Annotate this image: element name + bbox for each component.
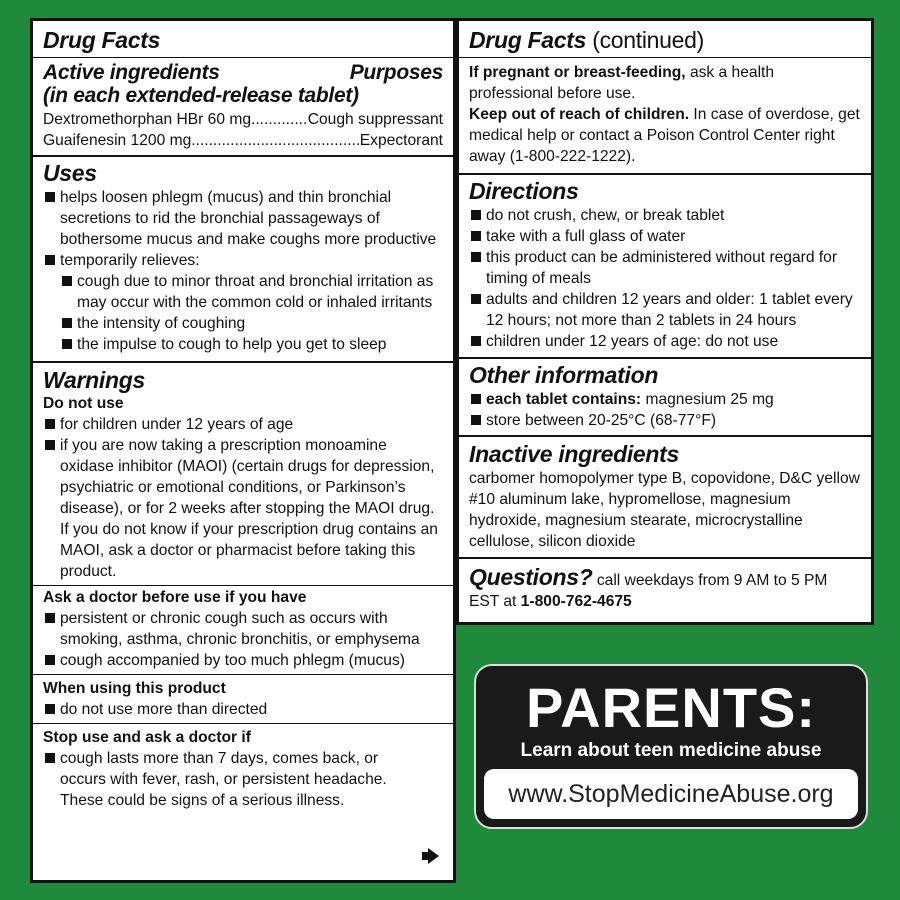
divider xyxy=(33,57,453,58)
list-item: the impulse to cough to help you get to sleep xyxy=(60,334,443,355)
active-ingredients-subtitle: (in each extended-release tablet) xyxy=(43,84,359,107)
inactive-ingredients-text: carbomer homopolymer type B, copovidone, D&C yellow #10 aluminum lake, hypromellose, magnesium hydroxide, magnesium stearate, microcrystalline cellulose, silicon dioxide xyxy=(469,470,860,550)
list-item: temporarily relieves: xyxy=(43,250,443,271)
website-url: www.StopMedicineAbuse.org xyxy=(484,769,858,819)
list-item: this product can be administered without regard for timing of meals xyxy=(469,247,861,289)
keep-out-of-reach: Keep out of reach of children. In case of overdose, get medical help or contact a Poison Control Center right away (1-800-222-1222). xyxy=(469,106,860,165)
uses-section xyxy=(33,157,453,363)
inactive-ingredients-heading: Inactive ingredients xyxy=(469,441,680,467)
other-information-section xyxy=(459,359,871,437)
questions-text: Questions? call weekdays from 9 AM to 5 PM EST at 1-800-762-4675 xyxy=(469,564,828,610)
list-item: persistent or chronic cough such as occurs with smoking, asthma, chronic bronchitis, or emphysema xyxy=(43,608,443,650)
divider xyxy=(459,57,871,58)
list-item: cough accompanied by too much phlegm (mucus) xyxy=(43,650,443,671)
other-information-heading: Other information xyxy=(469,362,659,388)
stop-use-heading: Stop use and ask a doctor if xyxy=(43,729,251,746)
uses-heading: Uses xyxy=(43,160,97,186)
ingredient-row xyxy=(43,130,443,151)
list-item: store between 20-25°C (68-77°F) xyxy=(469,410,861,431)
ingredient-row xyxy=(43,109,443,130)
warnings-heading: Warnings xyxy=(43,367,145,393)
drug-facts-heading: Drug Facts xyxy=(43,27,161,53)
pregnancy-warning: If pregnant or breast-feeding, ask a health professional before use. xyxy=(469,64,775,102)
ingredient-name: Dextromethorphan HBr 60 mg xyxy=(43,111,252,128)
list-item: for children under 12 years of age xyxy=(43,414,443,435)
list-item: children under 12 years of age: do not use xyxy=(469,331,861,352)
directions-heading: Directions xyxy=(469,178,579,204)
drug-facts-left-panel xyxy=(30,18,456,883)
divider xyxy=(33,674,453,675)
list-item: do not crush, chew, or break tablet xyxy=(469,205,861,226)
list-item: helps loosen phlegm (mucus) and thin bronchial secretions to rid the bronchial passageways of bothersome mucus and make coughs more productive xyxy=(43,187,443,250)
inactive-ingredients-section xyxy=(459,437,871,559)
divider xyxy=(33,585,453,586)
list-item: if you are now taking a prescription monoamine oxidase inhibitor (MAOI) (certain drugs for depression, psychiatric or emotional conditions, or Parkinson’s disease), or for 2 weeks after stopping the MAOI drug. If you do not know if your prescription drug contains an MAOI, ask a doctor or pharmacist before taking this product. xyxy=(43,435,443,582)
phone-number: 1-800-762-4675 xyxy=(520,593,632,610)
parents-banner xyxy=(474,664,868,829)
ingredient-name: Guaifenesin 1200 mg xyxy=(43,132,192,149)
warnings-section xyxy=(33,363,453,841)
pregnancy-section xyxy=(459,21,871,175)
purposes-title: Purposes xyxy=(349,61,443,84)
list-item: cough due to minor throat and bronchial irritation as may occur with the common cold or inhaled irritants xyxy=(60,271,443,313)
questions-heading: Questions? xyxy=(469,564,593,590)
do-not-use-heading: Do not use xyxy=(43,395,124,412)
ask-doctor-heading: Ask a doctor before use if you have xyxy=(43,589,307,606)
when-using-heading: When using this product xyxy=(43,680,226,697)
list-item: each tablet contains: magnesium 25 mg xyxy=(469,389,861,410)
drug-facts-continued-heading: Drug Facts (continued) xyxy=(469,27,705,53)
directions-section xyxy=(459,175,871,359)
questions-section xyxy=(459,559,871,617)
active-ingredients-title: Active ingredients xyxy=(43,61,220,84)
parents-subtitle: Learn about teen medicine abuse xyxy=(520,740,822,761)
list-item: do not use more than directed xyxy=(43,699,443,720)
active-ingredients-section xyxy=(33,21,453,157)
list-item: the intensity of coughing xyxy=(60,313,443,334)
drug-facts-right-panel xyxy=(456,18,874,625)
continue-arrow-icon xyxy=(428,848,439,864)
list-item: cough lasts more than 7 days, comes back, or occurs with fever, rash, or persistent headache. These could be signs of a serious illness. xyxy=(43,748,443,811)
list-item: adults and children 12 years and older: 1 tablet every 12 hours; not more than 2 tablets in 24 hours xyxy=(469,289,861,331)
parents-title: PARENTS: xyxy=(525,676,817,739)
ingredient-purpose: Cough suppressant xyxy=(307,111,443,128)
list-item: take with a full glass of water xyxy=(469,226,861,247)
divider xyxy=(33,723,453,724)
ingredient-purpose: Expectorant xyxy=(359,132,443,149)
